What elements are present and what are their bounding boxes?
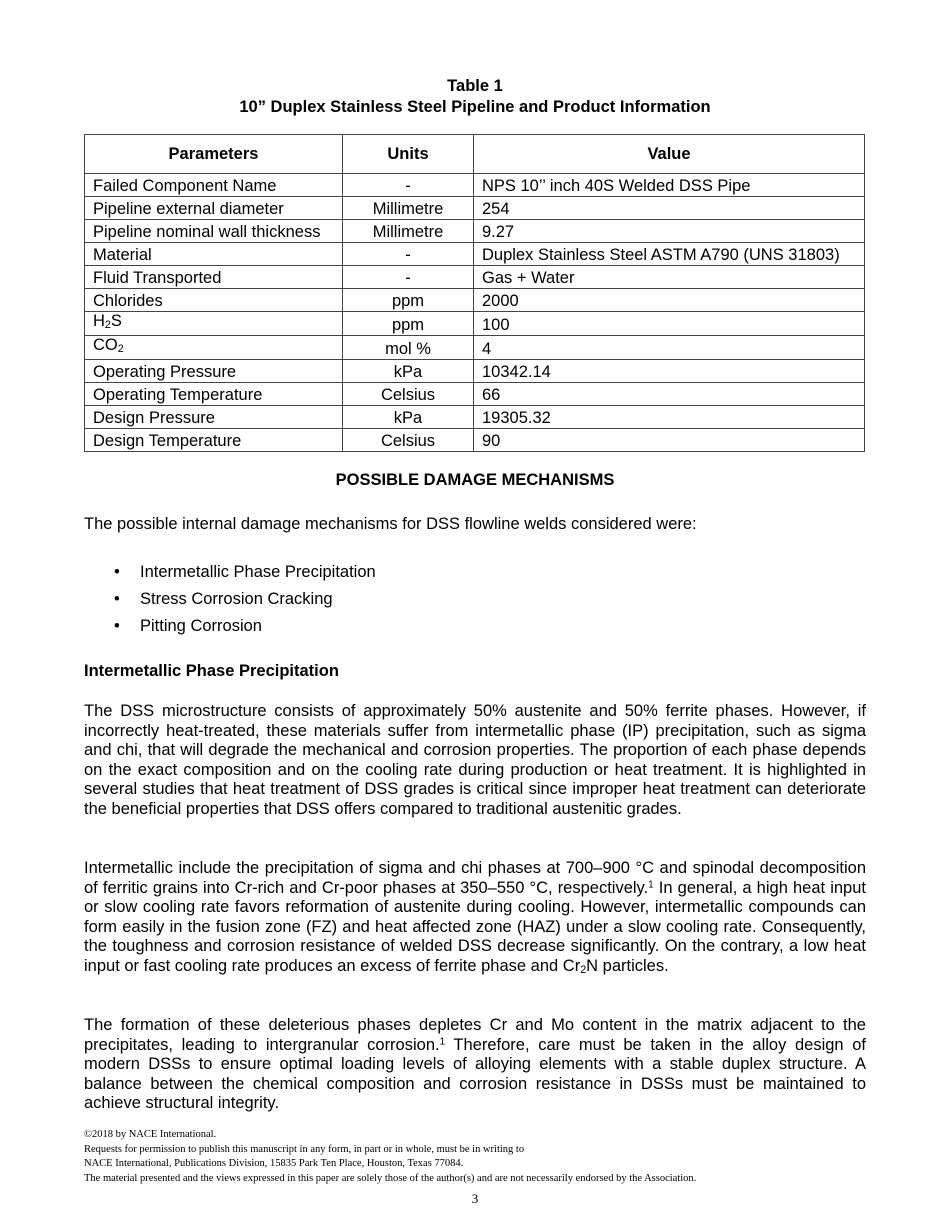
value-cell: 4 — [474, 336, 865, 360]
unit-cell: - — [343, 174, 474, 197]
table-title: 10” Duplex Stainless Steel Pipeline and Product Information — [239, 98, 711, 116]
copyright-footer — [84, 1128, 866, 1186]
paragraph-text: The formation of these deleterious phases depletes Cr and Mo content in the matrix adjacent to the precipitates, leading to intergranular corrosion. — [84, 1016, 866, 1054]
header-parameters: Parameters — [85, 135, 343, 174]
table-header-row — [85, 135, 865, 174]
value-cell: 254 — [474, 197, 865, 220]
header-value: Value — [474, 135, 865, 174]
footer-line: ©2018 by NACE International. — [84, 1129, 217, 1140]
footer-line: Requests for permission to publish this manuscript in any form, in part or in whole, must be in writing to — [84, 1143, 525, 1155]
value-cell: 2000 — [474, 289, 865, 312]
value-cell: 100 — [474, 312, 865, 336]
parameters-table — [84, 134, 865, 452]
param-cell — [85, 312, 343, 336]
param-cell: Failed Component Name — [85, 174, 343, 197]
formula-subscript: 2 — [580, 964, 587, 977]
param-cell: Material — [85, 243, 343, 266]
param-cell: Pipeline external diameter — [85, 197, 343, 220]
paragraph-2 — [84, 859, 866, 981]
param-cell — [85, 336, 343, 360]
table-row — [85, 429, 865, 452]
value-cell: NPS 10’’ inch 40S Welded DSS Pipe — [474, 174, 865, 197]
page-number: 3 — [471, 1191, 479, 1206]
table-row — [85, 197, 865, 220]
footer-line: NACE International, Publications Division, 15835 Park Ten Place, Houston, Texas 77084. — [84, 1158, 464, 1169]
reference-superscript: 1 — [439, 1036, 446, 1048]
table-row — [85, 174, 865, 197]
param-cell: Design Temperature — [85, 429, 343, 452]
table-row — [85, 289, 865, 312]
value-cell: 19305.32 — [474, 406, 865, 429]
param-cell: Fluid Transported — [85, 266, 343, 289]
table-row — [85, 383, 865, 406]
param-cell: Operating Temperature — [85, 383, 343, 406]
unit-cell: - — [343, 266, 474, 289]
unit-cell: - — [343, 243, 474, 266]
unit-cell: Millimetre — [343, 220, 474, 243]
unit-cell: kPa — [343, 406, 474, 429]
table-row — [85, 243, 865, 266]
formula-tail: S — [110, 312, 122, 330]
formula-subscript: 2 — [117, 343, 124, 356]
paragraph-1: The DSS microstructure consists of approximately 50% austenite and 50% ferrite phases. However, if incorrectly heat-treated, these materials suffer from intermetallic phase (IP) precipitation, such as sigma and chi, that will degrade the mechanical and corrosion properties. The proportion of each phase depends on the exact composition and on the cooling rate during production or heat treatment. It is highlighted in several studies that heat treatment of DSS grades is critical since improper heat treatment can deteriorate the beneficial properties that DSS offers compared to traditional austenitic grades. — [84, 702, 866, 818]
paragraph-text: Intermetallic include the precipitation of sigma and chi phases at 700–900 °C and spinodal decomposition of ferritic grains into Cr-rich and Cr-poor phases at 350–550 °C, respectively. — [84, 859, 866, 897]
list-item: • Intermetallic Phase Precipitation — [84, 562, 376, 589]
param-cell: Chlorides — [85, 289, 343, 312]
param-cell: Pipeline nominal wall thickness — [85, 220, 343, 243]
footer-line: The material presented and the views expressed in this paper are solely those of the author(s) and are not necessarily endorsed by the Association. — [84, 1172, 697, 1184]
value-cell: 10342.14 — [474, 360, 865, 383]
unit-cell: kPa — [343, 360, 474, 383]
mechanism-list — [84, 562, 376, 643]
table-number: Table 1 — [447, 77, 503, 95]
table-row — [85, 312, 865, 336]
table-row — [85, 220, 865, 243]
paragraph-3 — [84, 1016, 866, 1114]
unit-cell: Celsius — [343, 429, 474, 452]
unit-cell: ppm — [343, 289, 474, 312]
table-row — [85, 266, 865, 289]
unit-cell: Millimetre — [343, 197, 474, 220]
value-cell: Gas + Water — [474, 266, 865, 289]
value-cell: 9.27 — [474, 220, 865, 243]
paragraph-text: N particles. — [586, 956, 669, 975]
value-cell: 66 — [474, 383, 865, 406]
subsection-heading: Intermetallic Phase Precipitation — [84, 662, 339, 680]
value-cell: Duplex Stainless Steel ASTM A790 (UNS 31803) — [474, 243, 865, 266]
list-item: • Stress Corrosion Cracking — [84, 589, 376, 616]
param-cell: Design Pressure — [85, 406, 343, 429]
unit-cell: Celsius — [343, 383, 474, 406]
unit-cell: ppm — [343, 312, 474, 336]
formula-base: CO — [93, 336, 118, 355]
paragraph-text: In general, a high heat input or slow cooling rate favors reformation of austenite during cooling. However, intermetallic compounds can form easily in the fusion zone (FZ) and heat affected zone (HAZ) under a slow cooling rate. Consequently, the toughness and corrosion resistance of welded DSS decrease significantly. On the contrary, a low heat input or fast cooling rate produces an excess of ferrite phase and Cr — [84, 878, 866, 975]
table-row — [85, 406, 865, 429]
param-cell: Operating Pressure — [85, 360, 343, 383]
paragraph-text: Therefore, care must be taken in the alloy design of modern DSSs to ensure optimal loading levels of alloying elements with a stable duplex structure. A balance between the chemical composition and corrosion resistance in DSSs must be maintained to achieve structural integrity. — [84, 1035, 866, 1113]
table-row — [85, 360, 865, 383]
unit-cell: mol % — [343, 336, 474, 360]
formula-subscript: 2 — [104, 319, 111, 332]
formula-base: H — [93, 312, 105, 330]
value-cell: 90 — [474, 429, 865, 452]
table-caption — [84, 76, 866, 118]
reference-superscript: 1 — [648, 879, 654, 891]
intro-text: The possible internal damage mechanisms for DSS flowline welds considered were: — [84, 515, 697, 533]
list-item: • Pitting Corrosion — [84, 616, 376, 643]
table-row — [85, 336, 865, 360]
header-units: Units — [343, 135, 474, 174]
section-heading: POSSIBLE DAMAGE MECHANISMS — [335, 471, 615, 489]
